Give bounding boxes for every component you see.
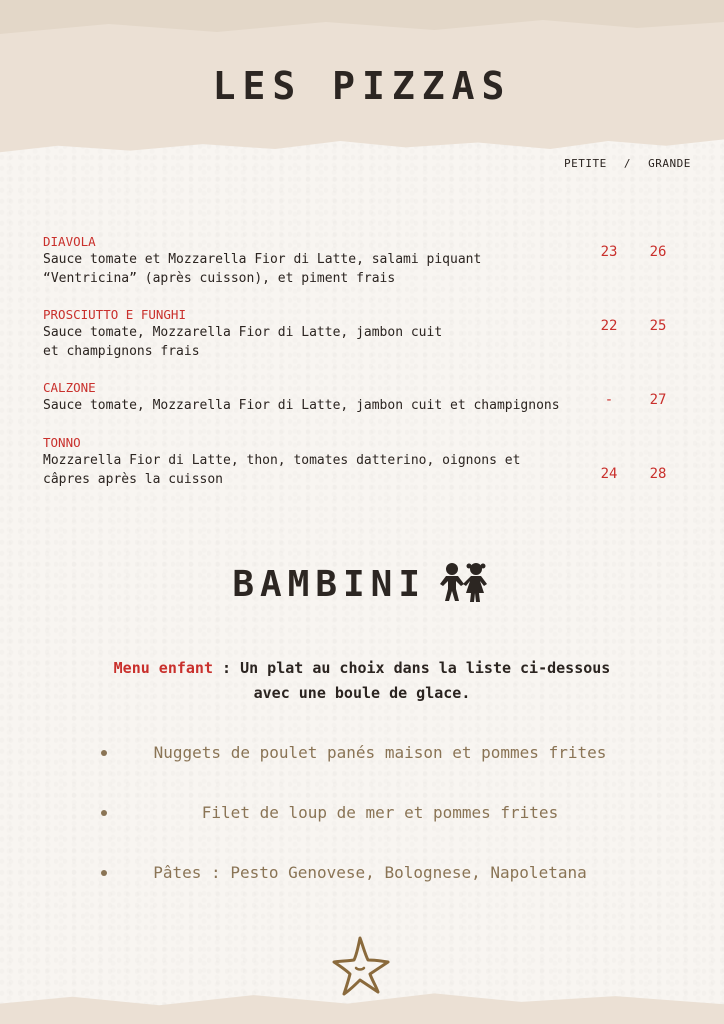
size-header xyxy=(564,157,691,170)
pizza-name: PROSCIUTTO E FUNGHI xyxy=(43,307,186,322)
kids-menu-description xyxy=(0,656,724,706)
pizza-description: Sauce tomate, Mozzarella Fior di Latte, jambon cuit et champignons frais xyxy=(43,325,443,359)
pizza-description: Sauce tomate, Mozzarella Fior di Latte, jambon cuit et champignons xyxy=(43,398,560,413)
bambini-header xyxy=(0,562,724,606)
pizza-description: Mozzarella Fior di Latte, thon, tomates datterino, oignons et câpres après la cuisson xyxy=(43,453,521,487)
price-large: 25 xyxy=(649,318,667,334)
price-small: 22 xyxy=(600,318,618,334)
price-large: 26 xyxy=(649,244,667,260)
price-large: 27 xyxy=(649,392,667,408)
kids-menu-label: Menu enfant xyxy=(113,659,213,677)
kids-menu-text: : Un plat au choix dans la liste ci-dessous xyxy=(212,659,611,677)
pizza-item-calzone xyxy=(43,380,683,415)
kids-item-text: Pâtes : Pesto Genovese, Bolognese, Napoletana xyxy=(153,863,587,882)
pizza-name: DIAVOLA xyxy=(43,234,96,249)
price-small: 23 xyxy=(600,244,618,260)
bambini-title: BAMBINI xyxy=(232,563,427,605)
kids-icon xyxy=(438,562,492,606)
price-small: 24 xyxy=(600,466,618,482)
pizza-description: Sauce tomate et Mozzarella Fior di Latte, salami piquant “Ventricina” (après cuisson), et piment frais xyxy=(43,252,482,286)
pizza-item-diavola xyxy=(43,234,683,288)
bullet-dot xyxy=(101,870,107,876)
bullet-dot xyxy=(101,810,107,816)
kids-item-text: Filet de loup de mer et pommes frites xyxy=(201,803,559,822)
pizza-name: CALZONE xyxy=(43,380,96,395)
bullet-dot xyxy=(101,750,107,756)
star-logo-icon xyxy=(330,934,394,1002)
price-small: - xyxy=(604,392,614,408)
price-large: 28 xyxy=(649,466,667,482)
kids-menu-line-1 xyxy=(0,656,724,681)
size-separator: / xyxy=(623,157,631,170)
page-title: LES PIZZAS xyxy=(212,64,512,108)
pizza-item-prosciutto xyxy=(43,307,683,361)
kids-menu-line-2: avec une boule de glace. xyxy=(253,684,471,702)
kids-item-text: Nuggets de poulet panés maison et pommes frites xyxy=(153,743,607,762)
pizza-item-tonno xyxy=(43,435,683,489)
pizza-name: TONNO xyxy=(43,435,81,450)
size-large-label: GRANDE xyxy=(648,157,691,170)
size-small-label: PETITE xyxy=(564,157,607,170)
